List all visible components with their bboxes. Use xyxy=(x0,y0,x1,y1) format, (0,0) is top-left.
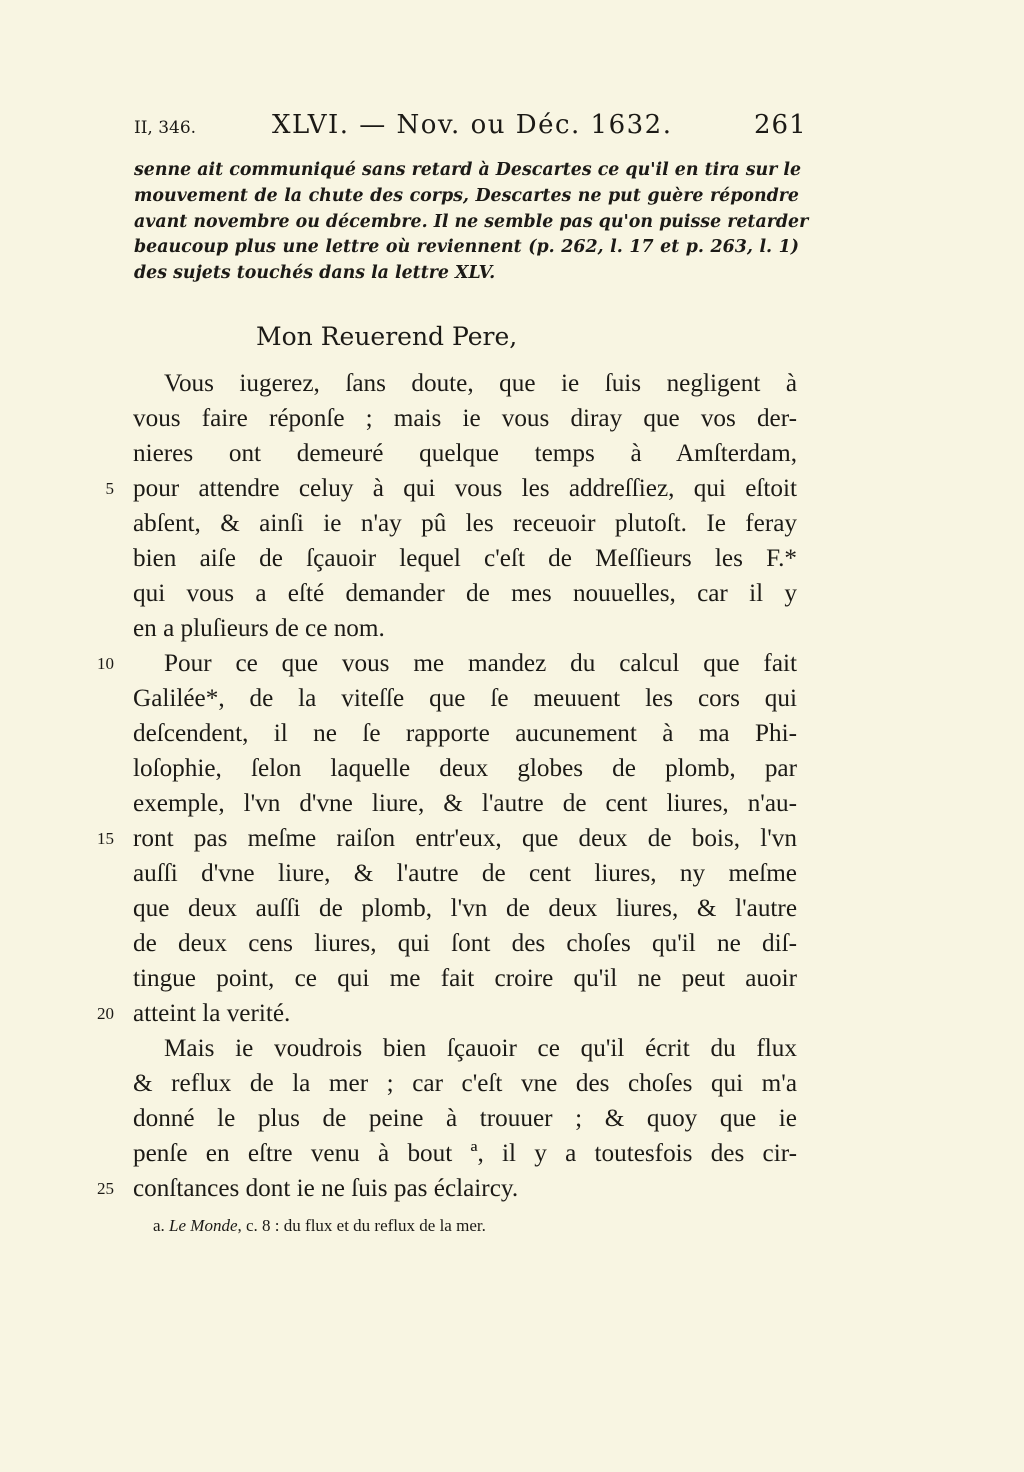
letter-body xyxy=(133,366,797,1206)
volume-reference: II, 346. xyxy=(134,118,197,138)
body-line: tingue point, ce qui me fait croire qu'il ne peut auoir xyxy=(133,965,797,992)
body-line: abſent, & ainſi ie n'ay pû les receuoir plutoſt. Ie feray xyxy=(133,510,797,537)
body-line: penſe en eſtre venu à bout ª, il y a toutesfois des cir- xyxy=(133,1140,797,1167)
line-number: 10 xyxy=(97,654,114,673)
body-line: vous faire réponſe ; mais ie vous diray que vos der- xyxy=(133,405,797,432)
body-line: nieres ont demeuré quelque temps à Amſterdam, xyxy=(133,440,797,467)
line-number: 15 xyxy=(97,829,114,848)
editorial-note-line: beaucoup plus une lettre où reviennent (p. 262, l. 17 et p. 263, l. 1) xyxy=(134,237,799,258)
footnote xyxy=(153,1216,486,1236)
body-line: pour attendre celuy à qui vous les addreſſiez, qui eſtoit xyxy=(133,475,797,502)
editorial-note-line: des sujets touchés dans la lettre XLV. xyxy=(134,263,496,284)
body-line: qui vous a eſté demander de mes nouuelles, car il y xyxy=(133,580,797,607)
body-line: Mais ie voudrois bien ſçauoir ce qu'il écrit du flux xyxy=(164,1035,797,1062)
body-line: ront pas meſme raiſon entr'eux, que deux de bois, l'vn xyxy=(133,825,797,852)
letter-title: XLVI. — Nov. ou Déc. 1632. xyxy=(272,110,673,140)
body-line: bien aiſe de ſçauoir lequel c'eſt de Meſſieurs les F.* xyxy=(133,545,797,572)
editorial-note-line: avant novembre ou décembre. Il ne semble pas qu'on puisse retarder xyxy=(134,211,809,232)
body-line: loſophie, ſelon laquelle deux globes de plomb, par xyxy=(133,755,797,782)
body-line: Vous iugerez, ſans doute, que ie ſuis negligent à xyxy=(164,370,797,397)
editorial-note-line: mouvement de la chute des corps, Descartes ne put guère répondre xyxy=(134,185,799,206)
body-line: conſtances dont ie ne ſuis pas éclaircy. xyxy=(133,1175,519,1202)
editorial-note-line: senne ait communiqué sans retard à Descartes ce qu'il en tira sur le xyxy=(134,160,802,180)
body-line: deſcendent, il ne ſe rapporte aucunement à ma Phi- xyxy=(133,720,797,747)
body-line: donné le plus de peine à trouuer ; & quoy que ie xyxy=(133,1105,797,1132)
body-line: en a pluſieurs de ce nom. xyxy=(133,615,385,642)
body-line: exemple, l'vn d'vne liure, & l'autre de cent liures, n'au- xyxy=(133,790,797,817)
footnote-title: Le Monde xyxy=(169,1216,238,1235)
editorial-note xyxy=(134,158,809,287)
line-number: 25 xyxy=(97,1179,114,1198)
page-number: 261 xyxy=(754,110,807,140)
body-line: de deux cens liures, qui ſont des choſes qu'il ne diſ- xyxy=(133,930,797,957)
body-line: & reflux de la mer ; car c'eſt vne des choſes qui m'a xyxy=(133,1070,797,1097)
body-line: que deux auſſi de plomb, l'vn de deux liures, & l'autre xyxy=(133,895,797,922)
salutation: Mon Reuerend Pere, xyxy=(256,322,518,351)
line-number: 5 xyxy=(105,479,114,498)
body-line: Galilée*, de la viteſſe que ſe meuuent les cors qui xyxy=(133,685,797,712)
footnote-marker: a. xyxy=(153,1216,165,1235)
line-number: 20 xyxy=(97,1004,114,1023)
body-line: Pour ce que vous me mandez du calcul que fait xyxy=(164,650,797,677)
body-line: atteint la verité. xyxy=(133,1000,291,1027)
footnote-text: , c. 8 : du flux et du reflux de la mer. xyxy=(237,1216,486,1235)
running-head xyxy=(0,108,1024,148)
body-line: auſſi d'vne liure, & l'autre de cent liures, ny meſme xyxy=(133,860,797,887)
